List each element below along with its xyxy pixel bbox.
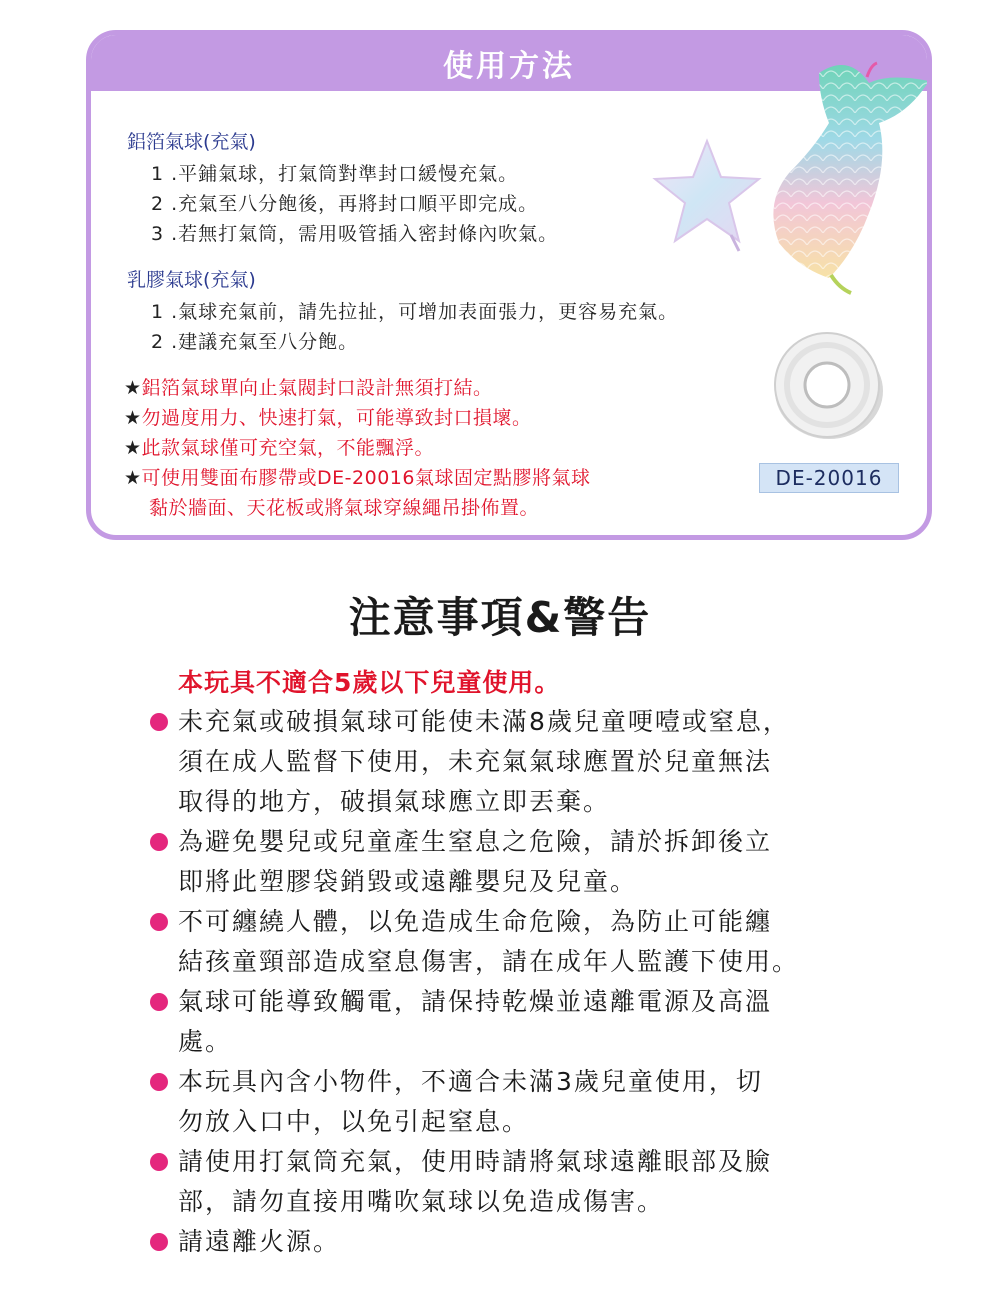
foil-step: 2 .充氣至八分飽後，再將封口順平即完成。: [151, 193, 539, 215]
bullet-icon: [150, 1233, 168, 1251]
foil-step: 3 .若無打氣筒，需用吸管插入密封條內吹氣。: [151, 223, 559, 245]
usage-card: [86, 30, 932, 540]
mermaid-tail-balloon-image: [759, 53, 932, 303]
warning-line: 結孩童頸部造成窒息傷害，請在成年人監護下使用。: [178, 947, 800, 976]
latex-balloon-title: 乳膠氣球(充氣): [127, 269, 256, 291]
warnings-title: 注意事項&警告: [348, 593, 652, 642]
bullet-icon: [150, 913, 168, 931]
warning-line: 即將此塑膠袋銷毀或遠離嬰兒及兒童。: [178, 867, 638, 896]
foil-balloon-title: 鋁箔氣球(充氣): [127, 131, 256, 153]
star-icon: ★: [124, 407, 142, 429]
note-line: ★可使用雙面布膠帶或DE-20016氣球固定點膠將氣球: [124, 467, 591, 489]
bullet-icon: [150, 833, 168, 851]
warning-line: 取得的地方，破損氣球應立即丟棄。: [178, 787, 611, 816]
note-line: ★鋁箔氣球單向止氣閥封口設計無須打結。: [124, 377, 493, 399]
note-line: ★此款氣球僅可充空氣，不能飄浮。: [124, 437, 435, 459]
latex-step: 1 .氣球充氣前，請先拉扯，可增加表面張力，更容易充氣。: [151, 301, 679, 323]
warning-line: 勿放入口中，以免引起窒息。: [178, 1107, 530, 1136]
model-tag: DE-20016: [759, 463, 899, 493]
glue-dot-roll-image: [769, 327, 887, 445]
latex-step: 2 .建議充氣至八分飽。: [151, 331, 359, 353]
warning-line: 部，請勿直接用嘴吹氣球以免造成傷害。: [178, 1187, 665, 1216]
foil-step: 1 .平鋪氣球，打氣筒對準封口緩慢充氣。: [151, 163, 519, 185]
note-line: ★勿過度用力、快速打氣，可能導致封口損壞。: [124, 407, 532, 429]
warning-line: 本玩具內含小物件，不適合未滿3歲兒童使用，切: [178, 1067, 763, 1096]
star-icon: ★: [124, 437, 142, 459]
bullet-icon: [150, 713, 168, 731]
bullet-icon: [150, 1073, 168, 1091]
warning-line: 氣球可能導致觸電，請保持乾燥並遠離電源及高溫: [178, 987, 773, 1016]
star-icon: ★: [124, 467, 142, 489]
bullet-icon: [150, 1153, 168, 1171]
warning-line: 請使用打氣筒充氣，使用時請將氣球遠離眼部及臉: [178, 1147, 773, 1176]
warning-line: 為避免嬰兒或兒童產生窒息之危險，請於拆卸後立: [178, 827, 773, 856]
warning-line: 須在成人監督下使用，未充氣氣球應置於兒童無法: [178, 747, 773, 776]
age-warning: 本玩具不適合5歲以下兒童使用。: [178, 668, 561, 697]
note-continuation: 黏於牆面、天花板或將氣球穿線繩吊掛佈置。: [149, 497, 540, 519]
star-balloon-image: [647, 135, 767, 265]
warning-line: 不可纏繞人體，以免造成生命危險，為防止可能纏: [178, 907, 773, 936]
warning-line: 請遠離火源。: [178, 1227, 341, 1256]
usage-header: 使用方法: [91, 35, 927, 91]
warning-line: 處。: [178, 1027, 233, 1056]
warning-line: 未充氣或破損氣球可能使未滿8歲兒童哽噎或窒息，: [178, 707, 790, 736]
bullet-icon: [150, 993, 168, 1011]
star-icon: ★: [124, 377, 142, 399]
